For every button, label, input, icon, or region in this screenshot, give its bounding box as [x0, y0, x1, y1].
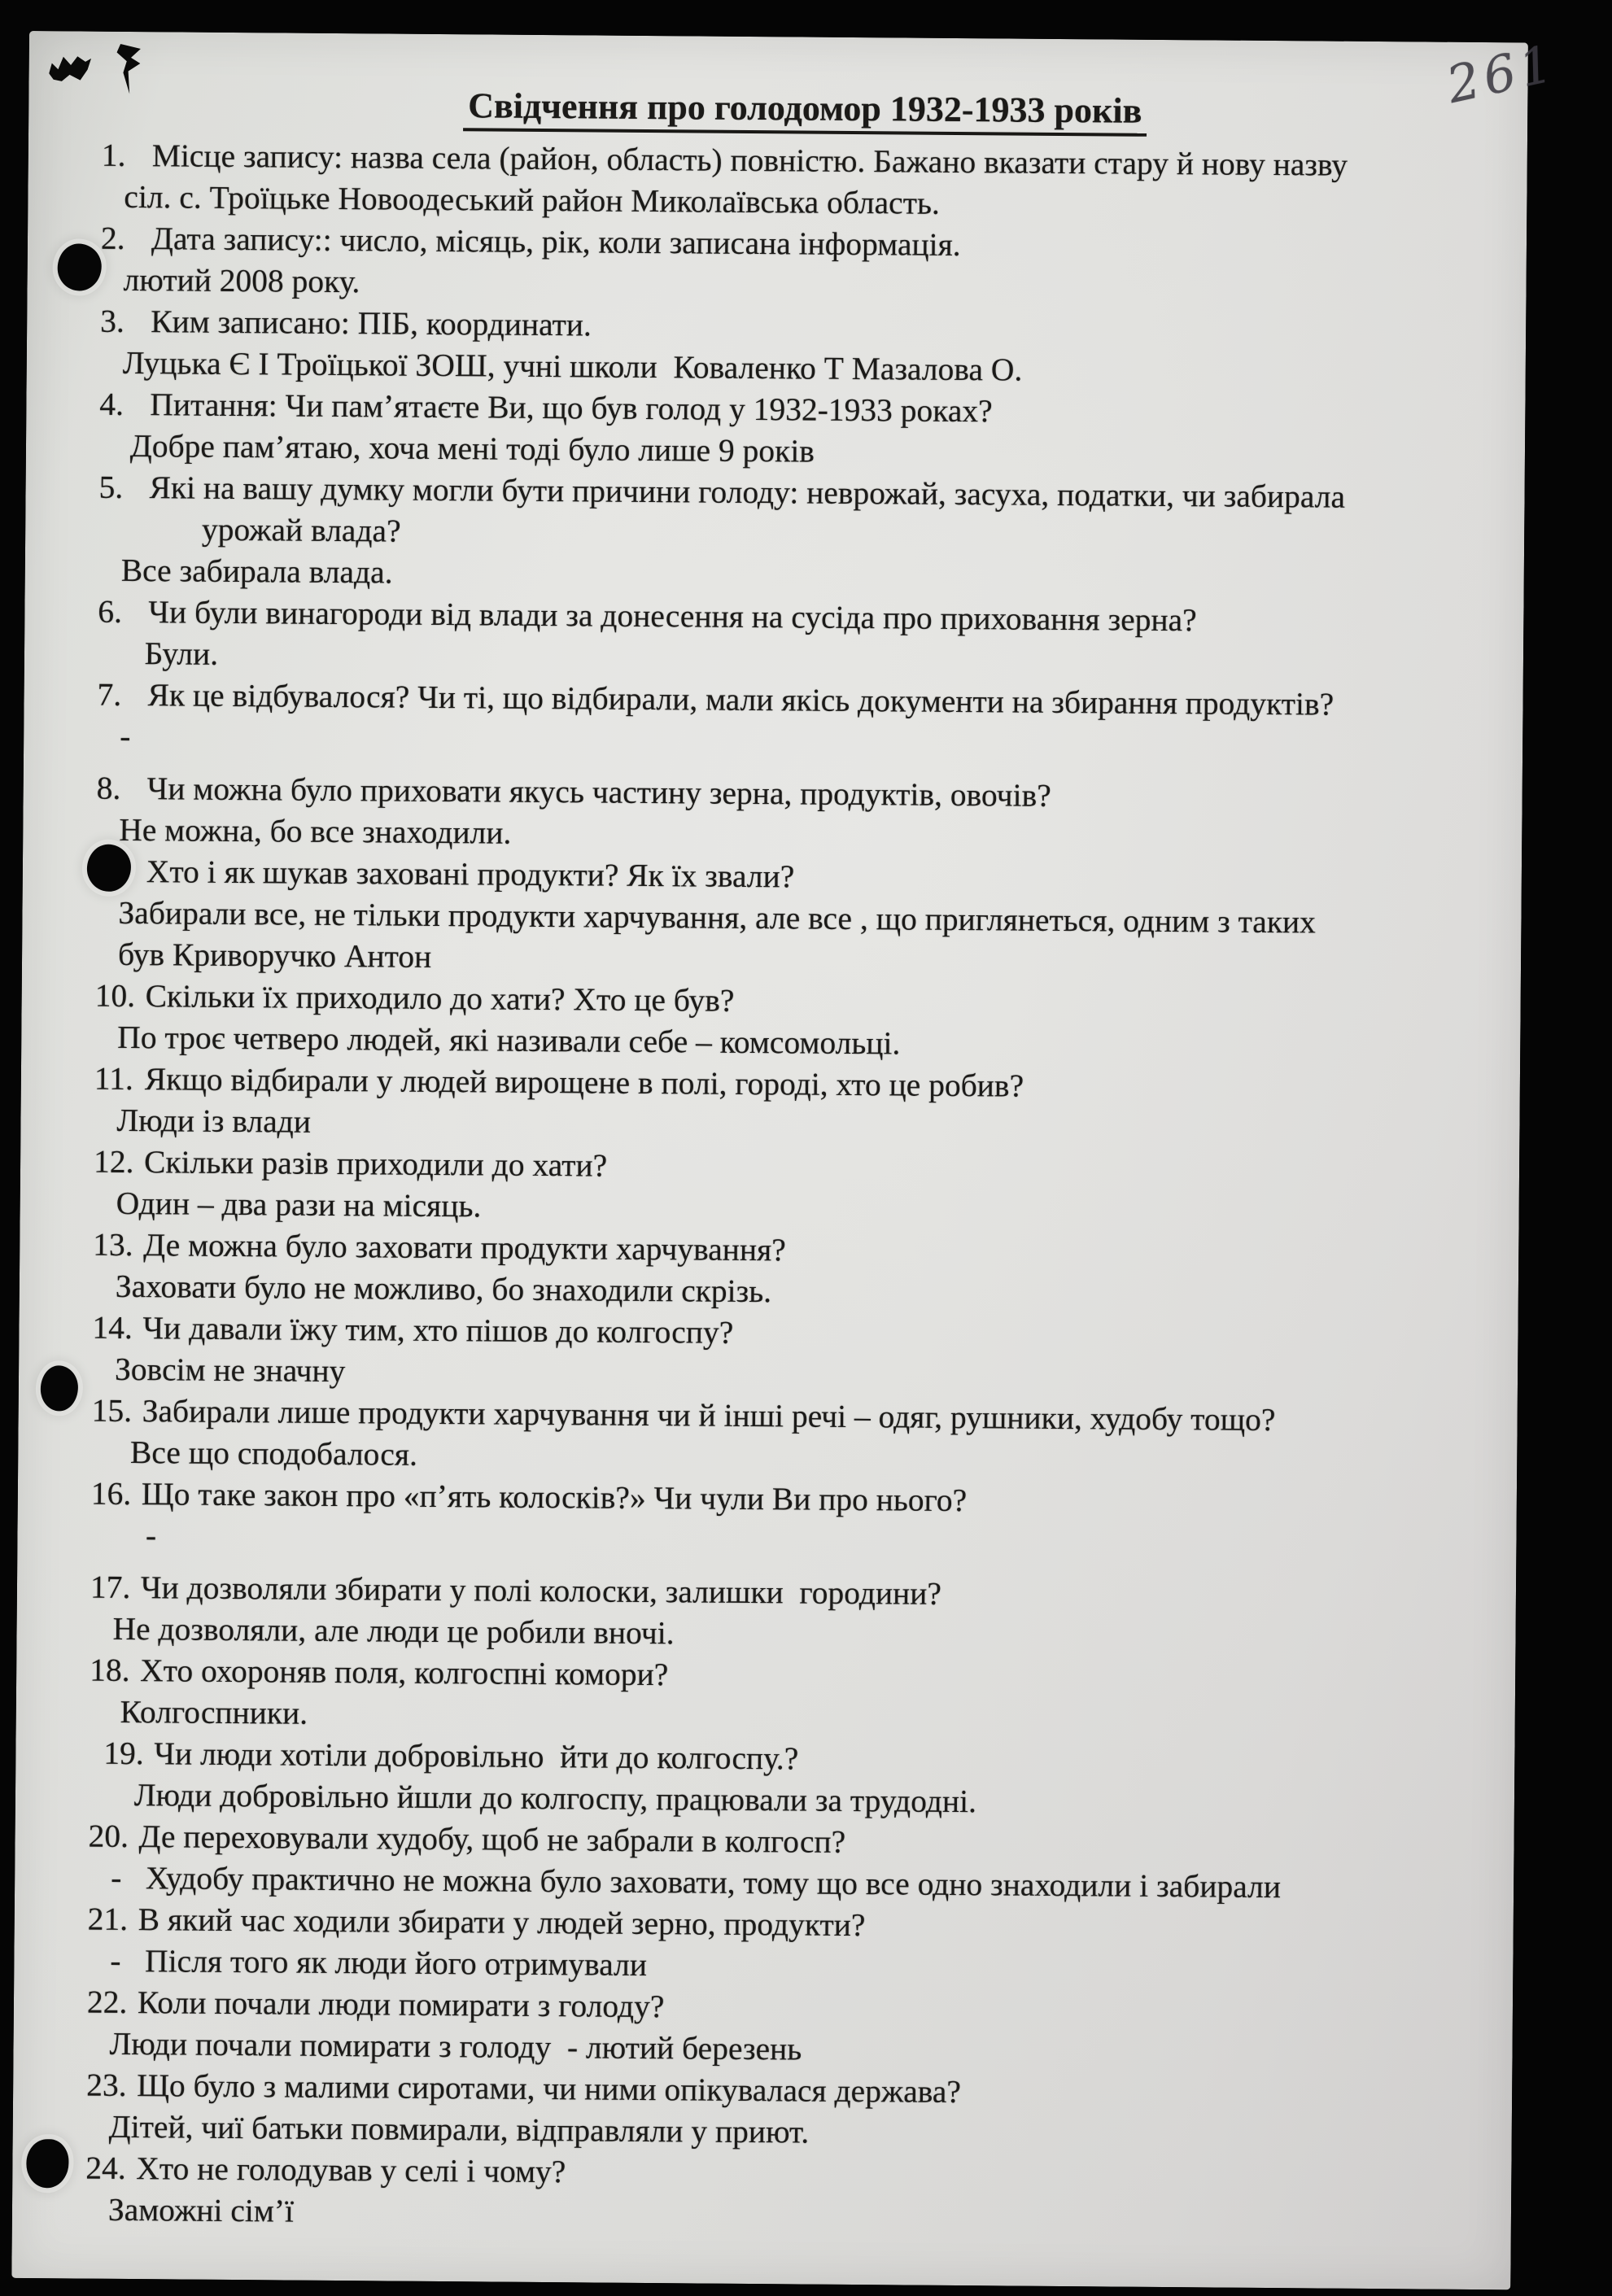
qa-item	[98, 591, 1505, 686]
answer-line: Зовсім не значну	[114, 1351, 346, 1390]
qa-item	[85, 2148, 1492, 2242]
item-number: 1.	[101, 137, 126, 173]
answer-line: урожай влада?	[121, 510, 401, 549]
item-number: 4.	[99, 386, 125, 422]
question-text: Чи можна було приховати якусь частину зерна, продуктів, овочів?	[146, 770, 1051, 814]
item-number: 11.	[94, 1060, 133, 1098]
qa-item	[94, 976, 1501, 1070]
ink-mark	[46, 51, 94, 87]
question-text: Питання: Чи пам’ятаєте Ви, що був голод у 1932-1933 роках?	[150, 386, 993, 430]
item-number: 24.	[85, 2150, 126, 2187]
answer-line: Колгоспники.	[111, 1693, 308, 1731]
qa-item	[86, 2065, 1493, 2159]
qa-item	[87, 1899, 1494, 1993]
answer-line: Один – два рази на місяць.	[116, 1185, 482, 1224]
item-number: 14.	[92, 1309, 133, 1347]
question-text: Чи давали їжу тим, хто пішов до колгоспу?	[142, 1310, 734, 1351]
item-number: 19.	[103, 1735, 144, 1772]
qa-item	[99, 384, 1506, 478]
handwritten-page-number: 261	[1441, 33, 1563, 116]
answer-line: Не можна, бо все знаходили.	[119, 811, 512, 851]
qa-item	[95, 851, 1502, 987]
question-text: Чи були винагороди від влади за донесення на сусіда про приховання зерна?	[148, 594, 1197, 639]
answer-line: Заможні сім’ї	[107, 2191, 295, 2229]
hole-punch	[41, 1365, 78, 1411]
qa-item	[86, 1982, 1493, 2076]
item-number: 2.	[100, 220, 125, 256]
answer-line: - Після того як люди його отримували	[110, 1942, 648, 1984]
item-number: 23.	[86, 2067, 127, 2104]
qa-item	[90, 1650, 1496, 1744]
item-number: 12.	[93, 1143, 134, 1181]
item-number: 15.	[91, 1392, 133, 1430]
answer-line: Заховати було не можливо, бо знаходили скрізь.	[115, 1268, 772, 1310]
question-text: Що було з малими сиротами, чи ними опікувалася держава?	[136, 2067, 962, 2110]
item-number: 10.	[94, 977, 136, 1015]
item-number: 6.	[98, 593, 123, 630]
question-text: Де переховували худобу, щоб не забрали в колгосп?	[138, 1818, 846, 1860]
question-text: Хто охороняв поля, колгоспні комори?	[140, 1652, 669, 1693]
document-page	[11, 31, 1563, 2289]
qa-item	[90, 1473, 1497, 1568]
question-text: Місце запису: назва села (район, область) повністю. Бажано вказати стару й нову назву	[151, 137, 1348, 183]
answer-line: Люди із влади	[116, 1102, 312, 1140]
answer-line: Забирали все, не тільки продукти харчування, але все , що приглянеться, одним з таких	[118, 894, 1317, 941]
question-text: Скільки їх приходило до хати? Хто це був?	[145, 978, 735, 1019]
answer-line: лютий 2008 року.	[123, 261, 360, 300]
answer-line: Добре пам’ятаю, хоча мені тоді було лише 9 років	[121, 427, 815, 469]
question-text: В який час ходили збирати у людей зерно, продукти?	[138, 1901, 866, 1944]
qa-item	[97, 674, 1504, 769]
question-text: Чи дозволяли збирати у полі колоски, залишки городини?	[140, 1569, 942, 1612]
document-content	[85, 32, 1509, 2241]
qa-item	[101, 135, 1508, 229]
answer-line: Були.	[120, 635, 219, 672]
item-number: 5.	[98, 469, 124, 505]
item-number: 18.	[90, 1652, 130, 1689]
qa-list	[85, 135, 1508, 2241]
qa-item	[92, 1307, 1499, 1402]
question-text: Ким записано: ПІБ, координати.	[151, 303, 592, 343]
qa-item	[88, 1816, 1495, 1910]
question-text: Хто не голодував у селі і чому?	[136, 2150, 566, 2190]
answer-line: Не дозволяли, але люди це робили вночі.	[112, 1610, 675, 1652]
question-text: Чи люди хотіли добровільно йти до колгоспу.?	[154, 1735, 799, 1777]
answer-line: Все що сподобалося.	[114, 1434, 418, 1473]
qa-item	[93, 1141, 1500, 1236]
qa-item	[100, 301, 1507, 395]
qa-item	[93, 1224, 1500, 1319]
item-number: 17.	[90, 1569, 131, 1606]
answer-line: Дітей, чиї батьки повмирали, відправляли у приют.	[108, 2108, 810, 2150]
hole-punch	[57, 243, 101, 290]
item-number: 16.	[90, 1475, 132, 1512]
answer-line: Луцька Є І Троїцької ЗОШ, учні школи Коваленко Т Мазалова О.	[122, 344, 1023, 388]
qa-item	[100, 218, 1507, 312]
question-text: Що таке закон про «п’ять колосків?» Чи чули Ви про нього?	[141, 1476, 968, 1519]
qa-item	[90, 1567, 1496, 1661]
answer-line: Люди добровільно йшли до колгоспу, працювали за трудодні.	[125, 1777, 977, 1820]
item-number: 7.	[97, 676, 122, 713]
item-number: 8.	[96, 770, 121, 806]
question-text: Де можна було заховати продукти харчування?	[143, 1227, 786, 1268]
answer-line: - Худобу практично не можна було заховати, тому що все одно знаходили і забирали	[111, 1859, 1282, 1905]
answer-line: Все забирала влада.	[120, 552, 393, 591]
answer-line: був Криворучко Антон	[117, 936, 432, 975]
answer-line: По троє четверо людей, які називали себе – комсомольці.	[117, 1019, 901, 1062]
question-text: Коли почали люди помирати з голоду?	[137, 1984, 665, 2025]
item-number: 3.	[100, 303, 125, 339]
qa-item	[91, 1390, 1498, 1485]
qa-item	[96, 768, 1503, 862]
qa-item	[94, 1059, 1501, 1153]
question-text: Якщо відбирали у людей вирощене в полі, городі, хто це робив?	[144, 1061, 1024, 1104]
item-number: 22.	[86, 1984, 128, 2021]
answer-line: сіл. с. Троїцьке Новоодеський район Миколаївська область.	[124, 178, 941, 221]
question-text: Забирали лише продукти харчування чи й інші речі – одяг, рушники, худобу тощо?	[142, 1393, 1276, 1438]
document-title: Свідчення про голодомор 1932-1933 років	[463, 85, 1147, 137]
hole-punch	[26, 2139, 68, 2188]
item-number: 20.	[88, 1818, 129, 1855]
qa-item	[98, 467, 1505, 603]
item-number: 13.	[93, 1226, 133, 1264]
qa-item	[89, 1733, 1496, 1827]
answer-line: -	[113, 1517, 157, 1554]
question-text: Які на вашу думку могли бути причини голоду: неврожай, засуха, податки, чи забирала	[149, 469, 1346, 515]
question-text: Дата запису:: число, місяць, рік, коли записана інформація.	[151, 220, 961, 263]
item-number: 21.	[87, 1901, 129, 1938]
question-text: Скільки разів приходили до хати?	[143, 1144, 608, 1184]
answer-line: Люди почали помирати з голоду - лютий березень	[109, 2025, 802, 2067]
question-text: Хто і як шукав заховані продукти? Як їх звали?	[146, 853, 795, 895]
answer-line: -	[120, 718, 131, 755]
question-text: Як це відбувалося? Чи ті, що відбирали, мали якісь документи на збирання продуктів?	[147, 677, 1335, 722]
